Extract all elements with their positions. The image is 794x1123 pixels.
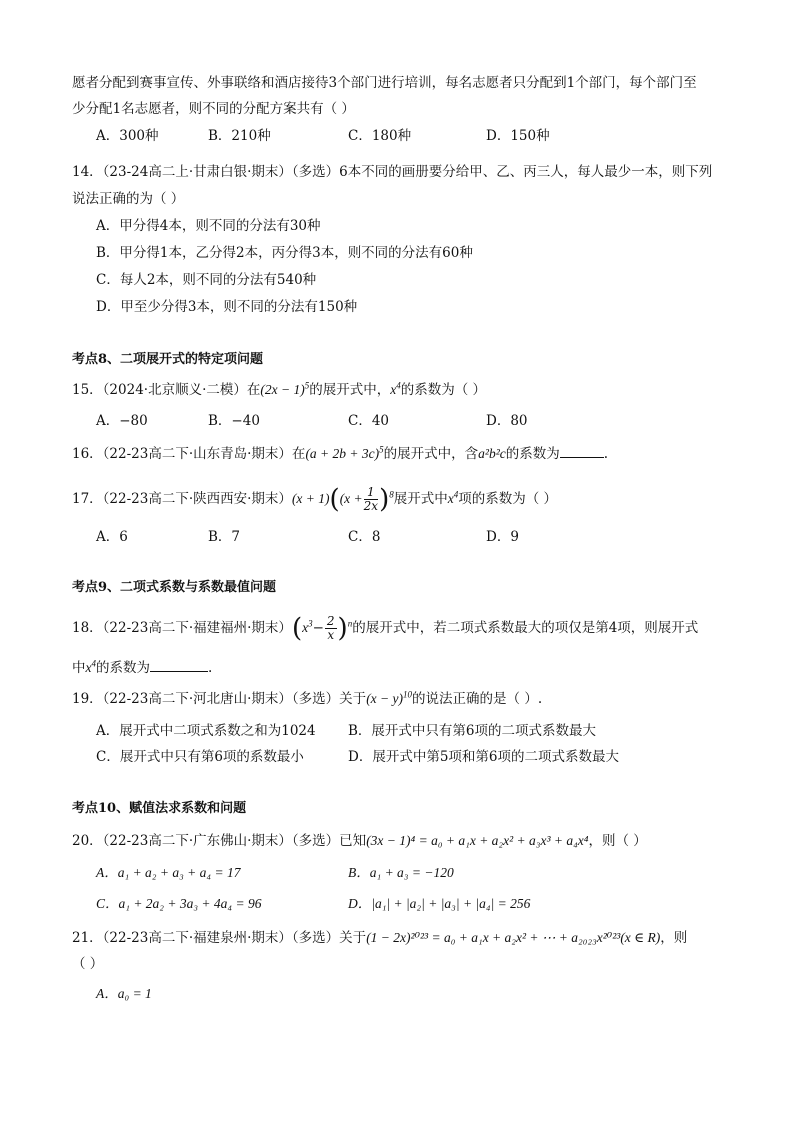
q17-prefix: 17．（22-23高二下·陕西西安·期末） [72,491,292,507]
q13-text-line2: 少分配1名志愿者，则不同的分配方案共有（ ） [72,101,355,117]
q19-option-a: A．展开式中二项式系数之和为1024 [96,723,316,739]
section-heading-9: 考点9、二项式系数与系数最值问题 [72,580,277,595]
q17-variable-exponent: 4 [453,489,459,500]
q20-option-d: D．|a₁| + |a₂| + |a₃| + |a₄| = 256 [348,896,531,911]
q15-text [72,381,486,399]
q17-option-c: C．8 [348,529,381,545]
q20-option-b: B．a₁ + a₃ = −120 [348,865,454,880]
q18-line2-suffix: 的系数为 [96,660,150,676]
q14-option-a: A．甲分得4本，则不同的分法有30种 [96,218,321,234]
q18-minus: − [312,620,324,636]
q15-prefix: 15．（2024·北京顺义·二模）在 [72,382,261,398]
q14-text-line2: 说法正确的为（ ） [72,191,185,207]
q17-mid: 展开式中 [393,491,448,507]
q18-answer-blank[interactable] [150,658,208,672]
q17-fraction-numerator: 1 [364,486,378,500]
q16-expression: (a + 2b + 3c) [305,446,380,461]
q15-expression: (2x − 1) [260,382,305,397]
q19-text [72,690,542,708]
q16-exponent: 5 [379,444,384,455]
q20-equation: (3x − 1)⁴ = a₀ + a₁x + a₂x² + a₃x³ + a₄x⁴ [366,833,589,848]
section-heading-10: 考点10、赋值法求系数和问题 [72,801,247,816]
q16-text [72,444,608,463]
q18-x-exponent: 3 [308,618,313,629]
q18-suffix: 的展开式中，若二项式系数最大的项仅是第4项，则展开式 [352,620,699,636]
q14-option-c: C．每人2本，则不同的分法有540种 [96,272,317,288]
q20-prefix: 20．（22-23高二下·广东佛山·期末）（多选）已知 [72,833,367,849]
q19-option-b: B．展开式中只有第6项的二项式系数最大 [348,723,597,739]
q18-variable-exponent: 4 [91,658,96,669]
q18-prefix: 18．（22-23高二下·福建福州·期末） [72,620,292,636]
q19-expression: (x − y) [366,691,404,706]
q20-option-a: A．a₁ + a₂ + a₃ + a₄ = 17 [96,865,241,880]
q18-exponent: n [347,618,353,629]
q13-option-a: A．300种 [96,128,159,144]
q15-exponent: 5 [304,380,310,391]
q19-exponent: 10 [403,689,413,700]
q17-option-a: A．6 [96,529,128,545]
q18-text-line1 [72,613,698,644]
q20-suffix: ，则（ ） [588,833,647,849]
q21-option-a: A．a₀ = 1 [96,986,152,1001]
q14-option-d: D．甲至少分得3本，则不同的分法有150种 [96,299,358,315]
q15-variable-exponent: 4 [396,380,401,391]
q17-fraction-denominator: 2x [363,499,379,513]
q17-exponent: 8 [389,489,394,500]
q18-line2-prefix: 中 [72,660,86,676]
q15-option-d: D．80 [486,413,528,429]
q17-expression-2: (x + [339,491,363,506]
section-heading-8: 考点8、二项展开式的特定项问题 [72,352,264,367]
q18-paren-open: ( [291,613,303,644]
q18-fraction [325,615,337,642]
q16-end: . [603,446,609,462]
q15-option-a: A．−80 [96,413,148,429]
q15-option-b: B．−40 [208,413,260,429]
q17-paren-close: ) [379,484,390,515]
q21-suffix: ，则 [660,930,688,946]
q18-fraction-numerator: 2 [326,614,335,628]
q17-variable: x [447,491,454,506]
q18-x-cubed: $x^3$ [302,618,313,635]
q13-option-b: B．210种 [208,128,271,144]
q19-option-d: D．展开式中第5项和第6项的二项式系数最大 [348,749,620,765]
q17-fraction [364,486,378,513]
q16-mid: 的展开式中，含 [383,446,479,462]
q16-prefix: 16．（22-23高二下·山东青岛·期末）在 [72,446,306,462]
q18-text-line2 [72,658,212,677]
q20-text [72,832,647,850]
q17-paren-open: ( [329,484,340,515]
q17-option-b: B．7 [208,529,241,545]
q15-suffix: 的系数为（ ） [400,382,487,398]
q15-mid: 的展开式中， [309,382,391,398]
q14-text-line1: 14．（23-24高二上·甘肃白银·期末）（多选）6本不同的画册要分给甲、乙、丙三人，每人最少一本，则下列 [72,164,713,180]
q13-option-d: D．150种 [486,128,550,144]
q16-answer-blank[interactable] [560,444,604,458]
q16-term: a²b²c [478,446,506,461]
q21-text-line1 [72,929,687,947]
q17-option-d: D．9 [486,529,519,545]
q13-text-line1: 愿者分配到赛事宣传、外事联络和酒店接待3个部门进行培训，每名志愿者只分配到1个部门，每个部门至 [72,75,697,91]
q19-suffix: 的说法正确的是（ ）. [412,691,543,707]
q17-text [72,484,557,515]
q13-option-c: C．180种 [348,128,412,144]
q19-prefix: 19．（22-23高二下·河北唐山·期末）（多选）关于 [72,691,367,707]
q17-expression-1: (x + 1) [291,491,330,506]
q21-text-line2: （ ） [72,956,104,972]
q21-equation: (1 − 2x)²⁰²³ = a₀ + a₁x + a₂x² + ⋯ + a₂₀₂₃x²⁰²³(x ∈ R) [366,930,661,945]
q21-prefix: 21．（22-23高二下·福建泉州·期末）（多选）关于 [72,930,367,946]
q15-option-c: C．40 [348,413,390,429]
q17-suffix: 项的系数为（ ） [458,491,558,507]
q18-paren-close: ) [337,613,348,644]
q14-option-b: B．甲分得1本，乙分得2本，丙分得3本，则不同的分法有60种 [96,245,473,261]
q15-variable: x [390,382,397,397]
q18-variable: x [85,660,92,675]
q18-fraction-denominator: x [327,628,335,642]
q19-option-c: C．展开式中只有第6项的系数最小 [96,749,304,765]
q16-suffix: 的系数为 [505,446,560,462]
q20-option-c: C．a₁ + 2a₂ + 3a₃ + 4a₄ = 96 [96,896,262,911]
q18-end: . [208,660,213,676]
